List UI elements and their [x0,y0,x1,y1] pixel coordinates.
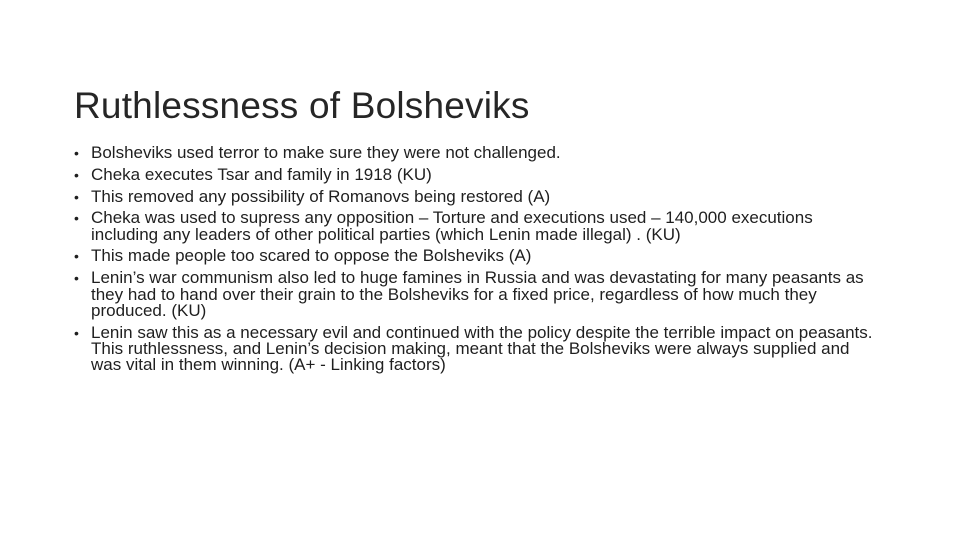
bullet-dot-icon: • [74,188,79,205]
bullet-item [74,145,874,161]
bullet-dot-icon: • [74,210,79,227]
bullet-item [74,186,874,206]
bullet-dot-icon: • [74,270,79,287]
bullet-item [74,248,874,264]
bullet-dot-icon: • [74,145,79,161]
bullet-text: Cheka was used to supress any opposition – Torture and executions used – 140,000 executions including any leaders of other political parties (which Lenin made illegal) . (KU) [91,208,813,244]
bullet-text: Lenin saw this as a necessary evil and continued with the policy despite the terrible impact on peasants. This ruthlessness, and Lenin’s decision making, meant that the Bolsheviks were always supplied and was vital in them winning. (A+ - Linking factors) [91,322,873,375]
bullet-list [74,145,874,379]
bullet-item [74,270,874,319]
bullet-item [74,322,874,375]
bullet-dot-icon: • [74,248,79,265]
bullet-item [74,210,874,243]
bullet-text: This removed any possibility of Romanovs being restored (A) [91,186,551,206]
bullet-item [74,164,874,184]
bullet-text: Lenin’s war communism also led to huge famines in Russia and was devastating for many peasants as they had to hand over their grain to the Bolsheviks for a fixed price, regardless of how much they produced. (KU) [91,268,864,320]
bullet-text: This made people too scared to oppose the Bolsheviks (A) [91,246,532,266]
bullet-dot-icon: • [74,166,79,183]
bullet-dot-icon: • [74,324,79,341]
bullet-text: Bolsheviks used terror to make sure they were not challenged. [91,143,561,162]
bullet-text: Cheka executes Tsar and family in 1918 (KU) [91,164,432,184]
slide-title: Ruthlessness of Bolsheviks [74,84,530,126]
